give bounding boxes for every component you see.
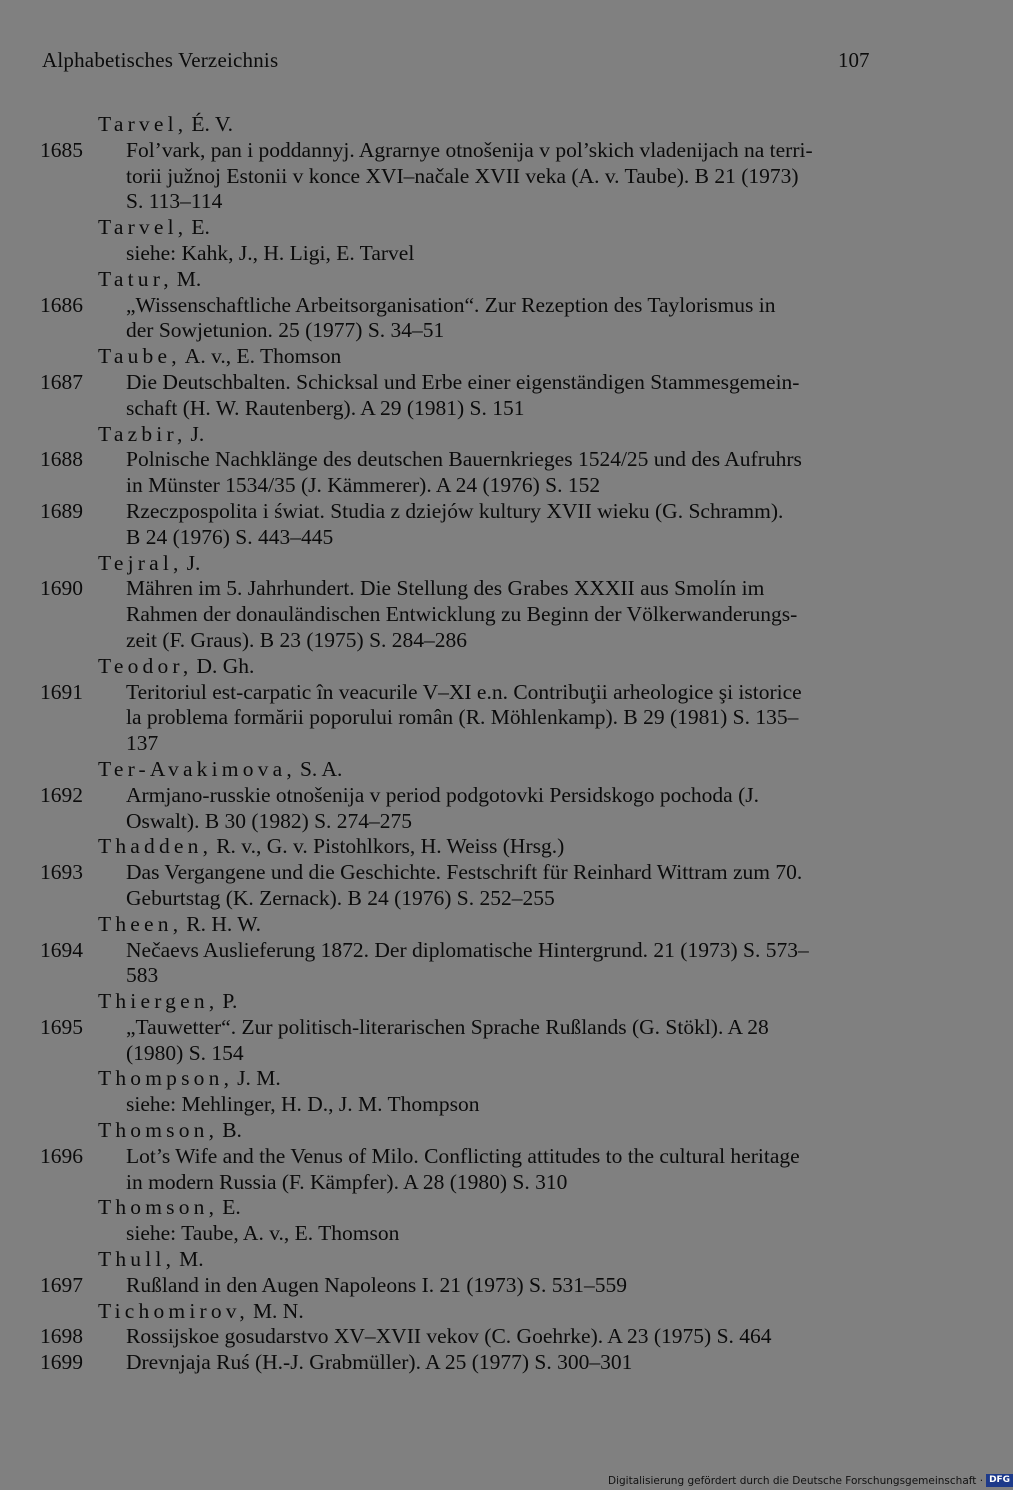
- entry-continuation: [0, 1041, 1000, 1067]
- entry-number: 1693: [40, 860, 83, 885]
- entry-text: S. 113–114: [126, 189, 223, 214]
- author-heading: [0, 267, 1000, 293]
- running-header: [0, 48, 1000, 80]
- page-number: 107: [838, 48, 870, 72]
- author-heading: [0, 1299, 1000, 1325]
- author-heading: [0, 989, 1000, 1015]
- entry-continuation: [0, 602, 1000, 628]
- author-heading: [0, 834, 1000, 860]
- author-heading: [0, 112, 1000, 138]
- author-surname: Tejral,: [98, 550, 183, 575]
- author-heading: [0, 654, 1000, 680]
- entry-line: [0, 499, 1000, 525]
- entry-text: Die Deutschbalten. Schicksal und Erbe einer eigenständigen Stammesgemein-: [126, 369, 800, 394]
- entry-text: la problema formării poporului român (R. Möhlenkamp). B 29 (1981) S. 135–: [126, 705, 799, 730]
- author-surname: Tarvel,: [98, 215, 188, 240]
- author-given-names: B.: [222, 1118, 242, 1143]
- author-heading: [0, 912, 1000, 938]
- entry-line: [0, 938, 1000, 964]
- entry-number: 1686: [40, 292, 83, 317]
- author-surname: Thomson,: [98, 1195, 219, 1220]
- entry-continuation: [0, 731, 1000, 757]
- entry-continuation: [0, 886, 1000, 912]
- author-heading: [0, 551, 1000, 577]
- author-surname: Thompson,: [98, 1066, 234, 1091]
- author-given-names: M.: [179, 1247, 204, 1272]
- entry-text: Polnische Nachklänge des deutschen Bauernkrieges 1524/25 und des Aufruhrs: [126, 447, 802, 472]
- entry-text: Geburtstag (K. Zernack). B 24 (1976) S. 252–255: [126, 885, 555, 910]
- entry-number: 1698: [40, 1324, 83, 1349]
- entry-text: (1980) S. 154: [126, 1040, 244, 1065]
- entry-line: [0, 138, 1000, 164]
- entry-continuation: [0, 963, 1000, 989]
- entry-text: Fol’vark, pan i poddannyj. Agrarnye otnošenija v pol’skich vladenijach na terri-: [126, 137, 813, 162]
- entry-text: Rossijskoe gosudarstvo XV–XVII vekov (C. Goehrke). A 23 (1975) S. 464: [126, 1324, 772, 1349]
- entry-text: Rzeczpospolita i świat. Studia z dziejów kultury XVII wieku (G. Schramm).: [126, 498, 784, 523]
- author-given-names: P.: [222, 989, 238, 1014]
- author-heading: [0, 215, 1000, 241]
- entry-text: Mähren im 5. Jahrhundert. Die Stellung des Grabes XXXII aus Smolín im: [126, 576, 765, 601]
- entry-text: torii južnoj Estonii v konce XVI–načale XVII veka (A. v. Taube). B 21 (1973): [126, 163, 799, 188]
- author-given-names: M.: [176, 266, 202, 291]
- author-surname: Teodor,: [98, 653, 193, 678]
- entry-text: Nečaevs Auslieferung 1872. Der diplomatische Hintergrund. 21 (1973) S. 573–: [126, 937, 809, 962]
- author-surname: Thull,: [98, 1247, 176, 1272]
- entry-line: [0, 370, 1000, 396]
- entry-line: [0, 447, 1000, 473]
- author-heading: [0, 344, 1000, 370]
- author-given-names: A. v., E. Thomson: [184, 344, 342, 369]
- entry-line: [0, 1273, 1000, 1299]
- author-given-names: J.: [190, 421, 205, 446]
- author-heading: [0, 422, 1000, 448]
- entry-line: [0, 860, 1000, 886]
- entry-text: Drevnjaja Ruś (H.-J. Grabmüller). A 25 (1977) S. 300–301: [126, 1350, 633, 1375]
- index-list: [0, 112, 1000, 1376]
- author-given-names: É. V.: [191, 112, 234, 136]
- entry-text: siehe: Taube, A. v., E. Thomson: [126, 1221, 400, 1246]
- entry-text: in Münster 1534/35 (J. Kämmerer). A 24 (1976) S. 152: [126, 473, 601, 498]
- author-given-names: D. Gh.: [196, 653, 255, 678]
- author-given-names: R. v., G. v. Pistohlkors, H. Weiss (Hrsg.): [216, 834, 565, 859]
- entry-text: B 24 (1976) S. 443–445: [126, 524, 334, 549]
- entry-number: 1691: [40, 679, 83, 704]
- author-given-names: S. A.: [299, 756, 343, 781]
- entry-continuation: [0, 164, 1000, 190]
- entry-number: 1695: [40, 1014, 83, 1039]
- entry-text: der Sowjetunion. 25 (1977) S. 34–51: [126, 318, 445, 343]
- dfg-logo: DFG: [986, 1474, 1013, 1487]
- entry-text: Das Vergangene und die Geschichte. Festschrift für Reinhard Wittram zum 70.: [126, 860, 803, 885]
- author-surname: Tazbir,: [98, 421, 187, 446]
- author-surname: Thomson,: [98, 1118, 219, 1143]
- author-surname: Tarvel,: [98, 112, 188, 136]
- entry-text: schaft (H. W. Rautenberg). A 29 (1981) S. 151: [126, 395, 525, 420]
- entry-line: [0, 1324, 1000, 1350]
- entry-number: 1689: [40, 498, 83, 523]
- author-surname: Thiergen,: [98, 989, 219, 1014]
- entry-continuation: [0, 241, 1000, 267]
- entry-line: [0, 1350, 1000, 1376]
- entry-number: 1697: [40, 1272, 83, 1297]
- entry-continuation: [0, 1221, 1000, 1247]
- entry-continuation: [0, 1092, 1000, 1118]
- entry-text: in modern Russia (F. Kämpfer). A 28 (1980) S. 310: [126, 1169, 568, 1194]
- entry-text: „Tauwetter“. Zur politisch-literarischen Sprache Rußlands (G. Stökl). A 28: [126, 1014, 769, 1039]
- entry-number: 1687: [40, 369, 83, 394]
- entry-text: Armjano-russkie otnošenija v period podgotovki Persidskogo pochoda (J.: [126, 782, 759, 807]
- entry-number: 1694: [40, 937, 83, 962]
- entry-text: siehe: Kahk, J., H. Ligi, E. Tarvel: [126, 240, 415, 265]
- entry-text: Rahmen der donauländischen Entwicklung zu Beginn der Völkerwanderungs-: [126, 602, 798, 627]
- author-heading: [0, 757, 1000, 783]
- entry-text: siehe: Mehlinger, H. D., J. M. Thompson: [126, 1092, 480, 1117]
- author-given-names: J. M.: [237, 1066, 281, 1091]
- entry-text: 137: [126, 731, 159, 756]
- entry-line: [0, 1144, 1000, 1170]
- author-given-names: J.: [186, 550, 201, 575]
- author-given-names: E.: [191, 215, 210, 240]
- entry-number: 1699: [40, 1350, 83, 1375]
- author-surname: Tatur,: [98, 266, 173, 291]
- credit-text: Digitalisierung gefördert durch die Deutsche Forschungsgemeinschaft ·: [608, 1475, 984, 1487]
- entry-text: 583: [126, 963, 159, 988]
- author-surname: Taube,: [98, 344, 181, 369]
- entry-line: [0, 680, 1000, 706]
- author-given-names: R. H. W.: [186, 911, 261, 936]
- author-surname: Thadden,: [98, 834, 213, 859]
- entry-text: Lot’s Wife and the Venus of Milo. Conflicting attitudes to the cultural heritage: [126, 1143, 800, 1168]
- author-heading: [0, 1247, 1000, 1273]
- entry-number: 1690: [40, 576, 83, 601]
- entry-text: Oswalt). B 30 (1982) S. 274–275: [126, 808, 413, 833]
- entry-text: „Wissenschaftliche Arbeitsorganisation“. Zur Rezeption des Taylorismus in: [126, 292, 776, 317]
- entry-continuation: [0, 628, 1000, 654]
- entry-continuation: [0, 189, 1000, 215]
- author-given-names: M. N.: [252, 1298, 304, 1323]
- entry-number: 1685: [40, 137, 83, 162]
- entry-continuation: [0, 1170, 1000, 1196]
- entry-continuation: [0, 525, 1000, 551]
- entry-line: [0, 293, 1000, 319]
- entry-number: 1696: [40, 1143, 83, 1168]
- entry-continuation: [0, 705, 1000, 731]
- running-title: Alphabetisches Verzeichnis: [42, 48, 279, 72]
- author-heading: [0, 1195, 1000, 1221]
- author-surname: Tichomirov,: [98, 1298, 249, 1323]
- author-surname: Theen,: [98, 911, 183, 936]
- entry-number: 1692: [40, 782, 83, 807]
- entry-line: [0, 1015, 1000, 1041]
- digitization-credit: [608, 1474, 1013, 1488]
- author-heading: [0, 1066, 1000, 1092]
- author-given-names: E.: [222, 1195, 241, 1220]
- entry-text: zeit (F. Graus). B 23 (1975) S. 284–286: [126, 627, 468, 652]
- entry-continuation: [0, 809, 1000, 835]
- entry-continuation: [0, 473, 1000, 499]
- entry-line: [0, 783, 1000, 809]
- author-heading: [0, 1118, 1000, 1144]
- entry-text: Rußland in den Augen Napoleons I. 21 (1973) S. 531–559: [126, 1272, 628, 1297]
- entry-number: 1688: [40, 447, 83, 472]
- author-surname: Ter-Avakimova,: [98, 756, 296, 781]
- entry-line: [0, 576, 1000, 602]
- entry-continuation: [0, 396, 1000, 422]
- entry-text: Teritoriul est-carpatic în veacurile V–XI e.n. Contribuţii arheologice şi istorice: [126, 679, 802, 704]
- entry-continuation: [0, 318, 1000, 344]
